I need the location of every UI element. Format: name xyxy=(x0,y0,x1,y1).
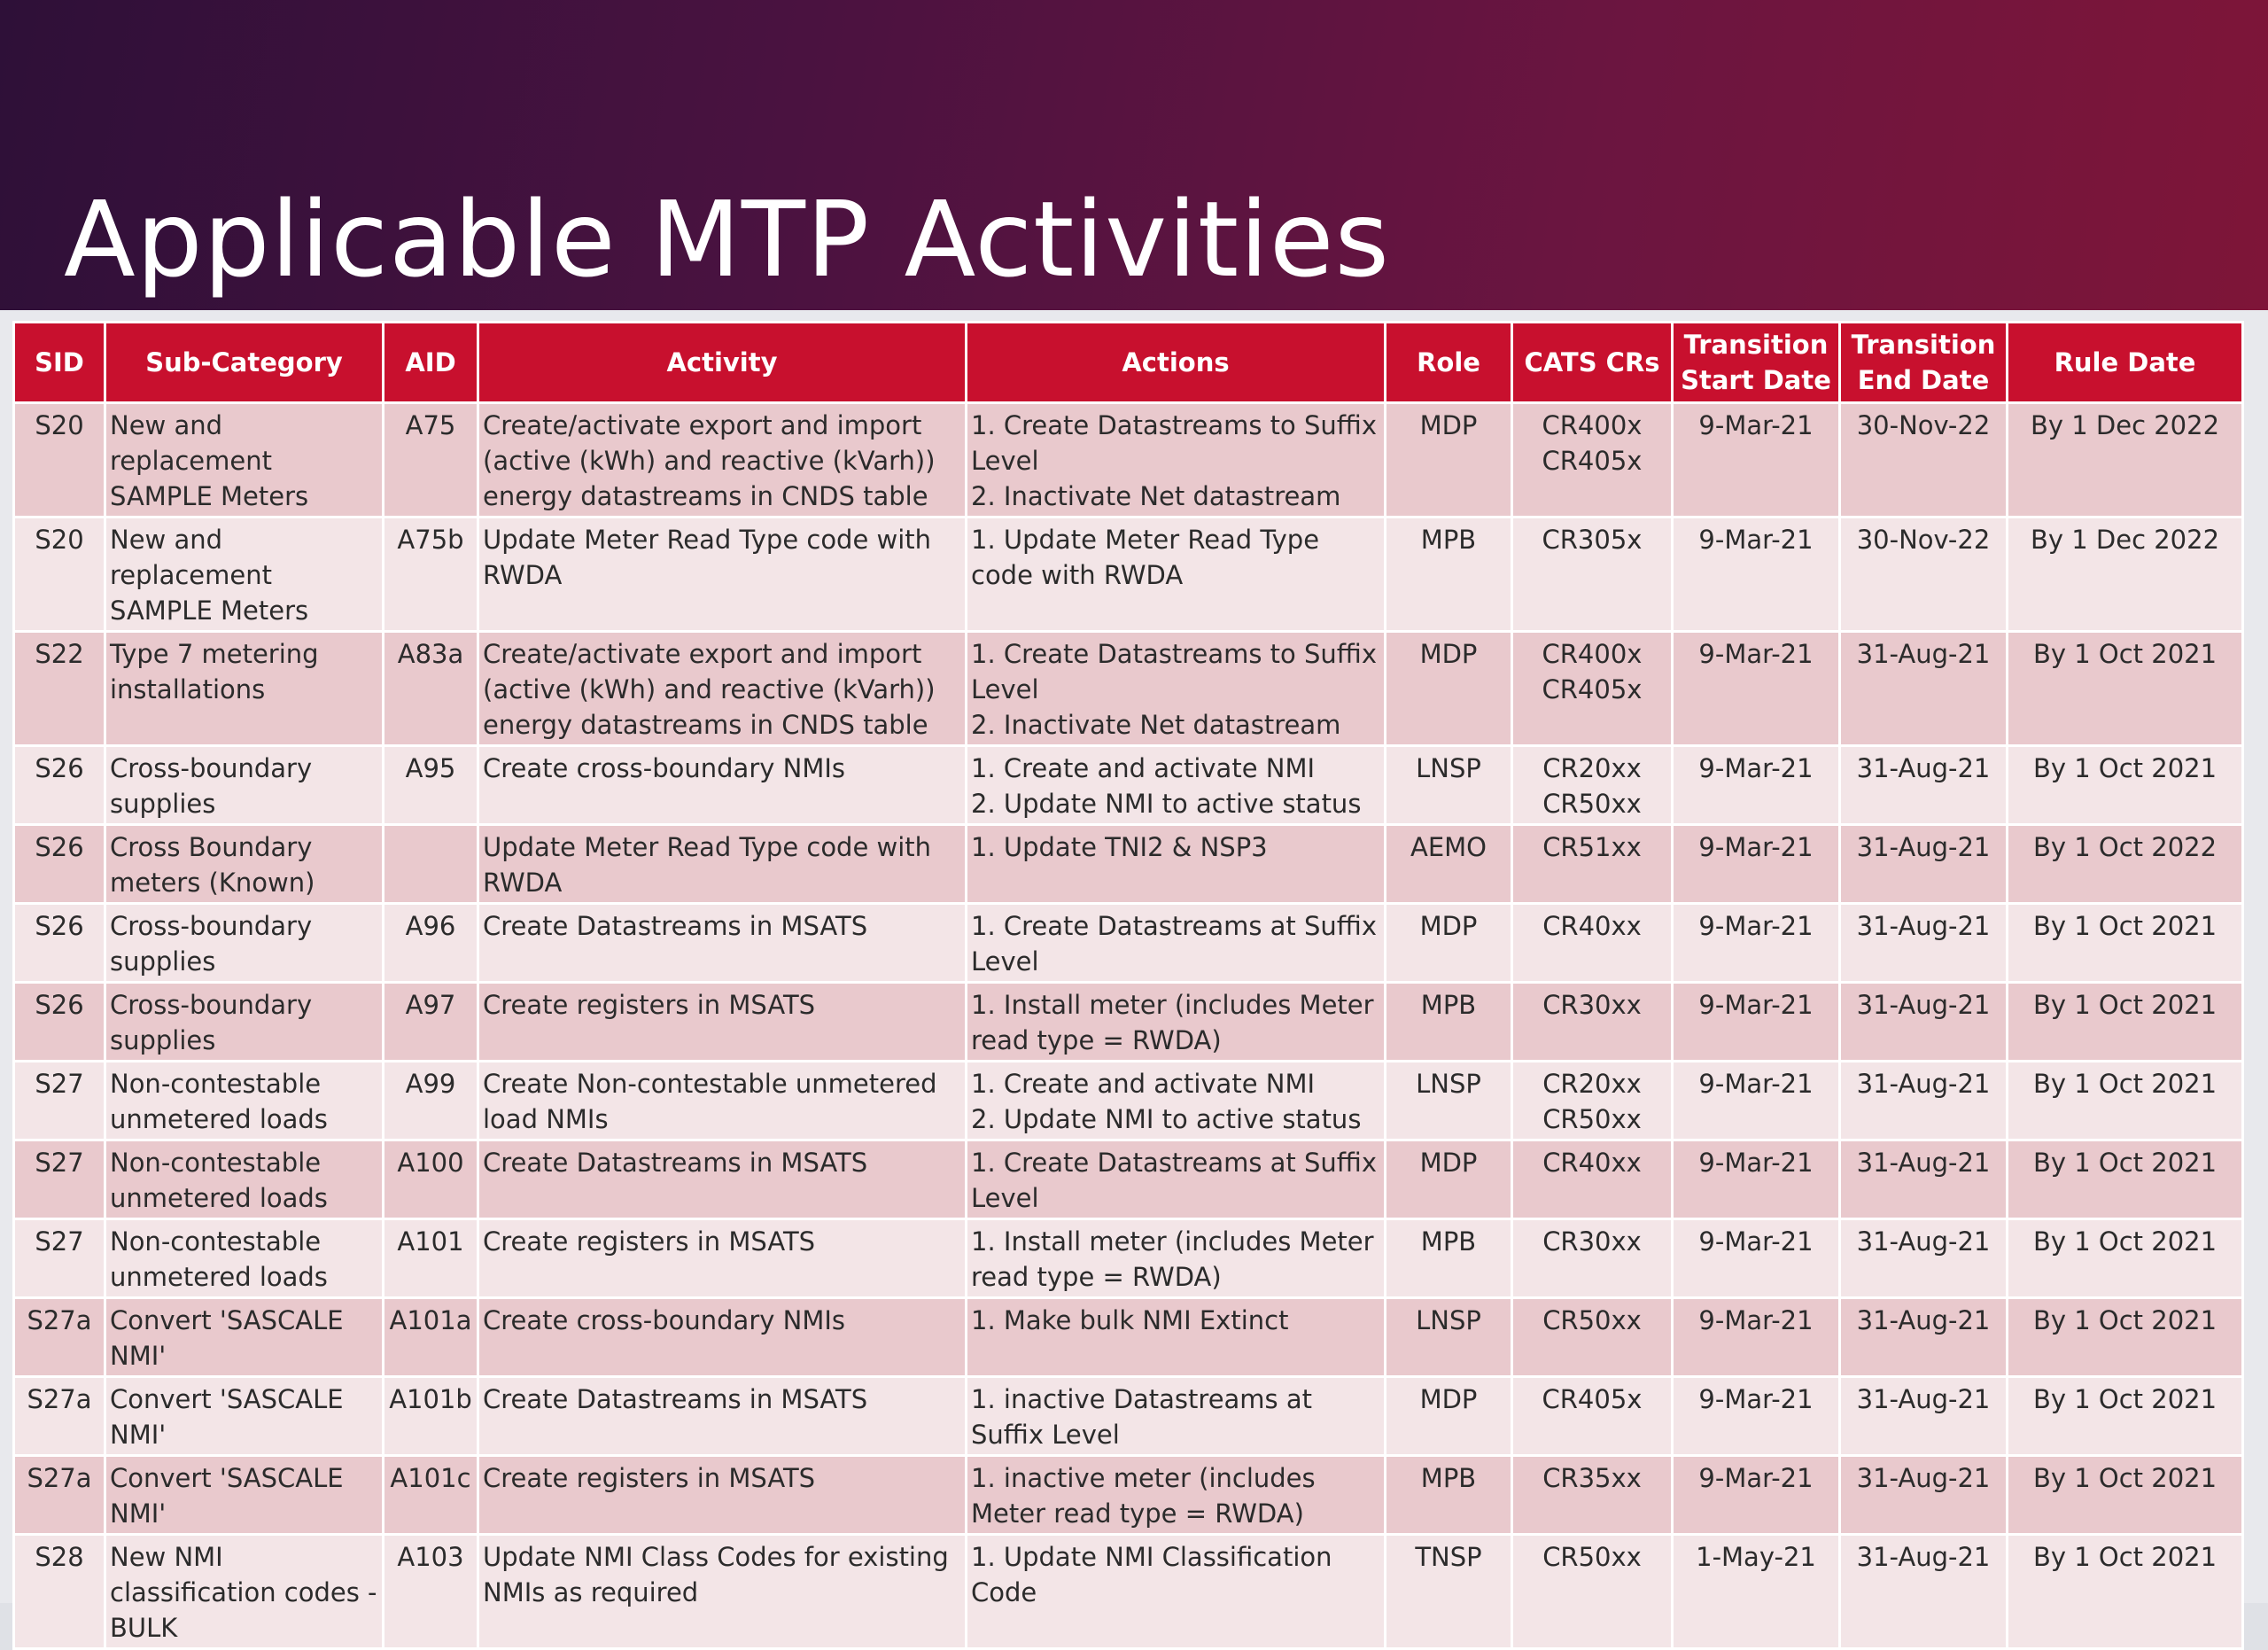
cell-actions-line: 1. Install meter (includes Meter read type = RWDA) xyxy=(971,1226,1374,1292)
cell-cats-crs-line: CR400x xyxy=(1542,639,1643,669)
cell-activity: Create Non-contestable unmetered load NMIs xyxy=(478,1062,967,1140)
cell-sub-category: Non-contestable unmetered loads xyxy=(105,1062,384,1140)
cell-role: LNSP xyxy=(1386,1298,1512,1377)
cell-aid: A99 xyxy=(384,1062,478,1140)
cell-role: TNSP xyxy=(1386,1535,1512,1649)
table-row xyxy=(14,904,2243,983)
cell-aid: A101 xyxy=(384,1219,478,1298)
cell-actions xyxy=(967,825,1386,904)
header-cats-crs: CATS CRs xyxy=(1512,323,1673,403)
cell-sub-category: Cross-boundary supplies xyxy=(105,746,384,825)
cell-actions xyxy=(967,746,1386,825)
cell-actions-line: 1. Create Datastreams to Suffix Level xyxy=(971,639,1377,704)
cell-role: MPB xyxy=(1386,983,1512,1062)
header-rule-date: Rule Date xyxy=(2008,323,2243,403)
cell-cats-crs-line: CR405x xyxy=(1542,446,1643,476)
cell-rule-date: By 1 Oct 2021 xyxy=(2008,1062,2243,1140)
cell-cats-crs-line: CR405x xyxy=(1542,674,1643,704)
cell-role: AEMO xyxy=(1386,825,1512,904)
cell-activity: Create/activate export and import (active (kWh) and reactive (kVarh)) energy datastreams in CNDS table xyxy=(478,403,967,518)
cell-sub-category: Cross Boundary meters (Known) xyxy=(105,825,384,904)
cell-transition-end-date: 31-Aug-21 xyxy=(1840,1140,2008,1219)
cell-sid: S26 xyxy=(14,746,105,825)
cell-cats-crs xyxy=(1512,1062,1673,1140)
cell-transition-end-date: 30-Nov-22 xyxy=(1840,403,2008,518)
cell-transition-end-date: 31-Aug-21 xyxy=(1840,746,2008,825)
cell-actions-line: 1. Update TNI2 & NSP3 xyxy=(971,832,1268,862)
cell-transition-start-date: 9-Mar-21 xyxy=(1673,1456,1840,1535)
cell-actions-line: 1. inactive meter (includes Meter read type = RWDA) xyxy=(971,1463,1316,1529)
header-sub-category: Sub-Category xyxy=(105,323,384,403)
cell-cats-crs-line: CR30xx xyxy=(1542,990,1642,1020)
cell-actions xyxy=(967,518,1386,632)
cell-sid: S26 xyxy=(14,983,105,1062)
cell-transition-end-date: 31-Aug-21 xyxy=(1840,1456,2008,1535)
cell-role: LNSP xyxy=(1386,1062,1512,1140)
header-transition-end-date: Transition End Date xyxy=(1840,323,2008,403)
cell-sub-category: Convert 'SASCALE NMI' xyxy=(105,1377,384,1456)
cell-activity: Create registers in MSATS xyxy=(478,1456,967,1535)
cell-sub-category: Non-contestable unmetered loads xyxy=(105,1219,384,1298)
title-banner xyxy=(0,0,2268,310)
cell-activity: Update Meter Read Type code with RWDA xyxy=(478,518,967,632)
cell-actions xyxy=(967,1062,1386,1140)
cell-rule-date: By 1 Oct 2021 xyxy=(2008,1219,2243,1298)
cell-transition-start-date: 9-Mar-21 xyxy=(1673,1219,1840,1298)
cell-transition-start-date: 9-Mar-21 xyxy=(1673,632,1840,746)
table-row xyxy=(14,746,2243,825)
table-row xyxy=(14,983,2243,1062)
cell-cats-crs xyxy=(1512,1219,1673,1298)
cell-actions xyxy=(967,1535,1386,1649)
cell-aid: A103 xyxy=(384,1535,478,1649)
cell-sid: S20 xyxy=(14,518,105,632)
mtp-activities-table xyxy=(12,321,2244,1650)
cell-actions-line: 1. Make bulk NMI Extinct xyxy=(971,1305,1289,1335)
cell-transition-start-date: 9-Mar-21 xyxy=(1673,403,1840,518)
cell-transition-end-date: 31-Aug-21 xyxy=(1840,1535,2008,1649)
cell-cats-crs-line: CR20xx xyxy=(1542,1069,1642,1099)
table-row xyxy=(14,825,2243,904)
table-row xyxy=(14,1062,2243,1140)
cell-cats-crs xyxy=(1512,1377,1673,1456)
cell-cats-crs-line: CR40xx xyxy=(1542,1148,1642,1178)
cell-role: MDP xyxy=(1386,632,1512,746)
cell-activity: Create cross-boundary NMIs xyxy=(478,1298,967,1377)
cell-sub-category: Cross-boundary supplies xyxy=(105,983,384,1062)
cell-cats-crs xyxy=(1512,904,1673,983)
cell-sid: S28 xyxy=(14,1535,105,1649)
cell-sid: S26 xyxy=(14,825,105,904)
cell-cats-crs xyxy=(1512,403,1673,518)
table-row xyxy=(14,1456,2243,1535)
cell-cats-crs-line: CR51xx xyxy=(1542,832,1642,862)
cell-cats-crs-line: CR40xx xyxy=(1542,911,1642,941)
cell-actions-line: 1. Create Datastreams at Suffix Level xyxy=(971,911,1378,977)
table-body xyxy=(14,403,2243,1649)
cell-aid: A101c xyxy=(384,1456,478,1535)
cell-transition-start-date: 9-Mar-21 xyxy=(1673,825,1840,904)
cell-cats-crs xyxy=(1512,1298,1673,1377)
cell-actions-line: 1. Update NMI Classification Code xyxy=(971,1542,1332,1607)
cell-cats-crs xyxy=(1512,983,1673,1062)
cell-cats-crs-line: CR400x xyxy=(1542,410,1643,440)
slide-title: Applicable MTP Activities xyxy=(64,178,1390,300)
cell-actions xyxy=(967,632,1386,746)
cell-activity: Create Datastreams in MSATS xyxy=(478,904,967,983)
cell-transition-end-date: 31-Aug-21 xyxy=(1840,1219,2008,1298)
cell-transition-start-date: 9-Mar-21 xyxy=(1673,518,1840,632)
cell-rule-date: By 1 Oct 2021 xyxy=(2008,632,2243,746)
cell-actions-line: 1. Create and activate NMI xyxy=(971,753,1316,783)
cell-cats-crs xyxy=(1512,825,1673,904)
cell-role: LNSP xyxy=(1386,746,1512,825)
cell-transition-start-date: 9-Mar-21 xyxy=(1673,904,1840,983)
header-sid: SID xyxy=(14,323,105,403)
cell-aid: A101b xyxy=(384,1377,478,1456)
cell-cats-crs xyxy=(1512,1140,1673,1219)
cell-activity: Create/activate export and import (active (kWh) and reactive (kVarh)) energy datastreams in CNDS table xyxy=(478,632,967,746)
cell-activity: Update NMI Class Codes for existing NMIs as required xyxy=(478,1535,967,1649)
cell-cats-crs xyxy=(1512,1535,1673,1649)
header-aid: AID xyxy=(384,323,478,403)
cell-transition-end-date: 31-Aug-21 xyxy=(1840,1062,2008,1140)
cell-transition-start-date: 9-Mar-21 xyxy=(1673,1140,1840,1219)
cell-activity: Create cross-boundary NMIs xyxy=(478,746,967,825)
table-row xyxy=(14,632,2243,746)
cell-actions-line: 2. Inactivate Net datastream xyxy=(971,481,1341,511)
cell-sub-category: Type 7 metering installations xyxy=(105,632,384,746)
cell-sub-category: Non-contestable unmetered loads xyxy=(105,1140,384,1219)
cell-transition-start-date: 9-Mar-21 xyxy=(1673,746,1840,825)
cell-actions xyxy=(967,403,1386,518)
cell-aid: A75b xyxy=(384,518,478,632)
cell-transition-end-date: 31-Aug-21 xyxy=(1840,983,2008,1062)
cell-actions-line: 1. inactive Datastreams at Suffix Level xyxy=(971,1384,1313,1450)
cell-role: MPB xyxy=(1386,1456,1512,1535)
cell-actions xyxy=(967,983,1386,1062)
cell-actions xyxy=(967,1456,1386,1535)
cell-transition-end-date: 31-Aug-21 xyxy=(1840,632,2008,746)
cell-role: MDP xyxy=(1386,403,1512,518)
cell-cats-crs xyxy=(1512,746,1673,825)
cell-actions-line: 1. Create Datastreams at Suffix Level xyxy=(971,1148,1378,1213)
cell-aid: A75 xyxy=(384,403,478,518)
cell-actions xyxy=(967,1298,1386,1377)
cell-activity: Create registers in MSATS xyxy=(478,1219,967,1298)
cell-rule-date: By 1 Oct 2021 xyxy=(2008,1140,2243,1219)
cell-cats-crs xyxy=(1512,632,1673,746)
cell-rule-date: By 1 Oct 2021 xyxy=(2008,1535,2243,1649)
cell-sub-category: Convert 'SASCALE NMI' xyxy=(105,1298,384,1377)
cell-rule-date: By 1 Oct 2022 xyxy=(2008,825,2243,904)
cell-cats-crs xyxy=(1512,518,1673,632)
cell-actions xyxy=(967,1377,1386,1456)
cell-actions xyxy=(967,1140,1386,1219)
table-header-row xyxy=(14,323,2243,403)
cell-actions-line: 2. Inactivate Net datastream xyxy=(971,710,1341,740)
table-row xyxy=(14,518,2243,632)
cell-transition-end-date: 30-Nov-22 xyxy=(1840,518,2008,632)
cell-transition-start-date: 9-Mar-21 xyxy=(1673,1377,1840,1456)
table-row xyxy=(14,1298,2243,1377)
table-row xyxy=(14,403,2243,518)
cell-rule-date: By 1 Dec 2022 xyxy=(2008,518,2243,632)
cell-aid: A83a xyxy=(384,632,478,746)
cell-role: MPB xyxy=(1386,518,1512,632)
cell-rule-date: By 1 Oct 2021 xyxy=(2008,1456,2243,1535)
cell-aid xyxy=(384,825,478,904)
cell-sid: S27a xyxy=(14,1456,105,1535)
cell-transition-end-date: 31-Aug-21 xyxy=(1840,825,2008,904)
cell-actions-line: 2. Update NMI to active status xyxy=(971,789,1362,819)
table-row xyxy=(14,1535,2243,1649)
cell-cats-crs-line: CR35xx xyxy=(1542,1463,1642,1493)
header-activity: Activity xyxy=(478,323,967,403)
cell-activity: Create Datastreams in MSATS xyxy=(478,1377,967,1456)
cell-role: MDP xyxy=(1386,1377,1512,1456)
cell-activity: Create Datastreams in MSATS xyxy=(478,1140,967,1219)
header-actions: Actions xyxy=(967,323,1386,403)
cell-cats-crs-line: CR50xx xyxy=(1542,789,1642,819)
cell-cats-crs-line: CR50xx xyxy=(1542,1104,1642,1134)
cell-cats-crs-line: CR50xx xyxy=(1542,1305,1642,1335)
cell-aid: A96 xyxy=(384,904,478,983)
cell-transition-start-date: 1-May-21 xyxy=(1673,1535,1840,1649)
cell-aid: A100 xyxy=(384,1140,478,1219)
table-row xyxy=(14,1140,2243,1219)
table-row xyxy=(14,1219,2243,1298)
cell-sid: S27 xyxy=(14,1062,105,1140)
cell-cats-crs-line: CR20xx xyxy=(1542,753,1642,783)
cell-rule-date: By 1 Dec 2022 xyxy=(2008,403,2243,518)
cell-sid: S20 xyxy=(14,403,105,518)
cell-aid: A101a xyxy=(384,1298,478,1377)
cell-transition-start-date: 9-Mar-21 xyxy=(1673,983,1840,1062)
cell-sid: S27 xyxy=(14,1219,105,1298)
cell-aid: A95 xyxy=(384,746,478,825)
cell-sub-category: New and replacement SAMPLE Meters xyxy=(105,518,384,632)
cell-role: MDP xyxy=(1386,904,1512,983)
cell-actions-line: 1. Update Meter Read Type code with RWDA xyxy=(971,525,1320,590)
cell-transition-end-date: 31-Aug-21 xyxy=(1840,1298,2008,1377)
cell-cats-crs-line: CR405x xyxy=(1542,1384,1643,1414)
cell-sid: S27a xyxy=(14,1377,105,1456)
cell-actions-line: 1. Install meter (includes Meter read type = RWDA) xyxy=(971,990,1374,1055)
cell-activity: Update Meter Read Type code with RWDA xyxy=(478,825,967,904)
cell-rule-date: By 1 Oct 2021 xyxy=(2008,1377,2243,1456)
cell-transition-start-date: 9-Mar-21 xyxy=(1673,1062,1840,1140)
cell-transition-end-date: 31-Aug-21 xyxy=(1840,904,2008,983)
cell-transition-end-date: 31-Aug-21 xyxy=(1840,1377,2008,1456)
cell-sub-category: Convert 'SASCALE NMI' xyxy=(105,1456,384,1535)
cell-cats-crs-line: CR30xx xyxy=(1542,1226,1642,1257)
cell-actions xyxy=(967,1219,1386,1298)
cell-rule-date: By 1 Oct 2021 xyxy=(2008,1298,2243,1377)
cell-sub-category: New and replacement SAMPLE Meters xyxy=(105,403,384,518)
cell-cats-crs xyxy=(1512,1456,1673,1535)
cell-sid: S27 xyxy=(14,1140,105,1219)
cell-transition-start-date: 9-Mar-21 xyxy=(1673,1298,1840,1377)
cell-cats-crs-line: CR50xx xyxy=(1542,1542,1642,1572)
cell-sub-category: New NMI classification codes - BULK xyxy=(105,1535,384,1649)
cell-role: MPB xyxy=(1386,1219,1512,1298)
cell-aid: A97 xyxy=(384,983,478,1062)
cell-role: MDP xyxy=(1386,1140,1512,1219)
table-row xyxy=(14,1377,2243,1456)
header-transition-start-date: Transition Start Date xyxy=(1673,323,1840,403)
cell-sid: S26 xyxy=(14,904,105,983)
cell-activity: Create registers in MSATS xyxy=(478,983,967,1062)
cell-cats-crs-line: CR305x xyxy=(1542,525,1643,555)
cell-rule-date: By 1 Oct 2021 xyxy=(2008,983,2243,1062)
cell-actions-line: 1. Create Datastreams to Suffix Level xyxy=(971,410,1377,476)
header-role: Role xyxy=(1386,323,1512,403)
cell-sid: S27a xyxy=(14,1298,105,1377)
cell-actions-line: 2. Update NMI to active status xyxy=(971,1104,1362,1134)
cell-actions-line: 1. Create and activate NMI xyxy=(971,1069,1316,1099)
cell-rule-date: By 1 Oct 2021 xyxy=(2008,904,2243,983)
cell-rule-date: By 1 Oct 2021 xyxy=(2008,746,2243,825)
cell-sid: S22 xyxy=(14,632,105,746)
cell-actions xyxy=(967,904,1386,983)
cell-sub-category: Cross-boundary supplies xyxy=(105,904,384,983)
